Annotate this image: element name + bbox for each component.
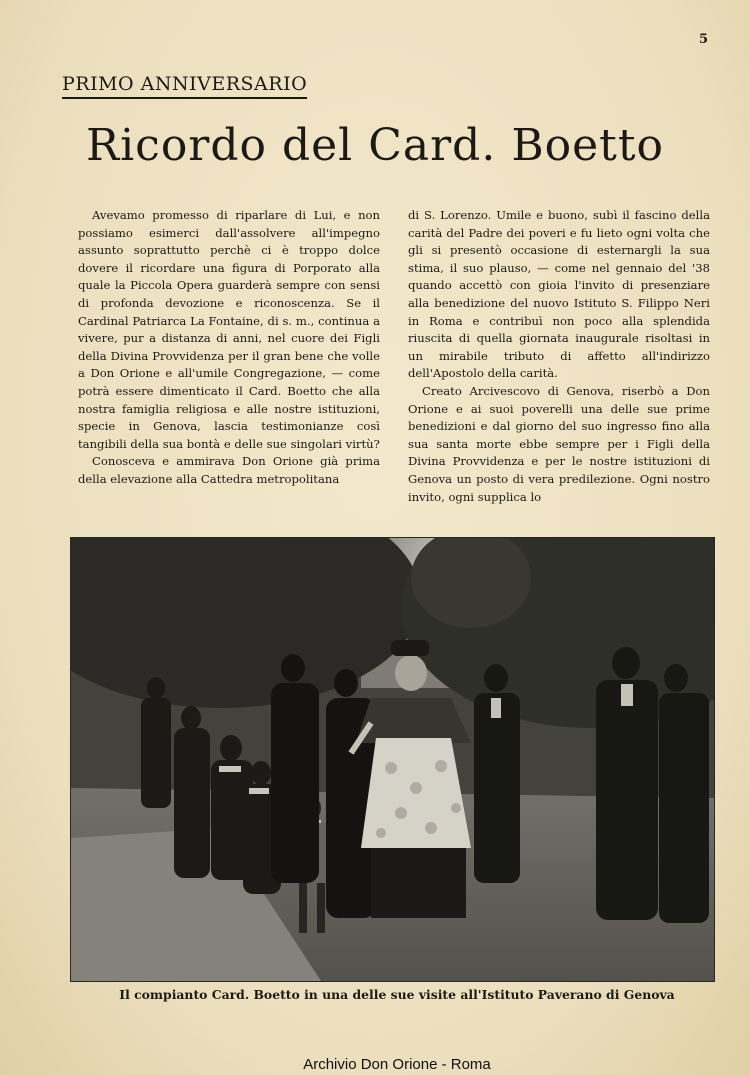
article-headline: Ricordo del Card. Boetto	[85, 120, 665, 171]
right-paragraph-1: di S. Lorenzo. Umile e buono, subì il fascino della carità del Padre dei poveri e fu lieto ogni volta che gli si presentò occasione di esternargli la sua stima, il suo plauso, — come nel gennaio del '38 quando accettò con gioia l'invito di presenziare alla benedizione del nuovo Istituto S. Filippo Neri in Roma e contribuì non poco alla splendida riuscita di quella giornata inaugurale risoltasi in un mirabile tributo di affetto all'indirizzo dell'Apostolo della carità.	[408, 208, 710, 381]
right-paragraph-2: Creato Arcivescovo di Genova, riserbò a Don Orione e ai suoi poverelli una delle sue prime benedizioni e dal giorno del suo ingresso fino alla sua santa morte ebbe sempre per i Figli della Divina Provvidenza e per le nostre istituzioni di Genova un posto di vera predilezione. Ogni nostro invito, ogni supplica lo	[408, 383, 710, 504]
article-photo	[71, 538, 714, 981]
article-column-right	[408, 207, 710, 506]
photo-caption	[0, 987, 750, 1002]
photo-illustration	[71, 538, 714, 981]
page-number: 5	[698, 32, 708, 47]
left-paragraph-2: Conosceva e ammirava Don Orione già prima della elevazione alla Cattedra metropolitana	[78, 454, 380, 486]
photo-caption-text: Il compianto Card. Boetto in una delle sue visite all'Istituto Paverano di Genova	[119, 987, 675, 1002]
article-column-left	[78, 207, 380, 489]
archive-footer: Archivio Don Orione - Roma	[303, 1056, 491, 1073]
section-kicker: PRIMO ANNIVERSARIO	[62, 73, 307, 99]
left-paragraph-1: Avevamo promesso di riparlare di Lui, e non possiamo esimerci dall'assolvere all'impegno assunto soprattutto perchè ci è troppo dolce dovere il ricordare una figura di Porporato alla quale la Piccola Opera guarderà sempre con sensi di profonda devozione e riconoscenza. Se il Cardinal Patriarca La Fontaine, di s. m., continua a vivere, pur a distanza di anni, nel cuore dei Figli della Divina Provvidenza per il gran bene che volle a Don Orione e all'umile Congregazione, — come potrà essere dimenticato il Card. Boetto che alla nostra famiglia religiosa e alle nostre istituzioni, specie in Genova, lascia testimonianze così tangibili della sua bontà e delle sue singolari virtù?	[78, 208, 380, 451]
